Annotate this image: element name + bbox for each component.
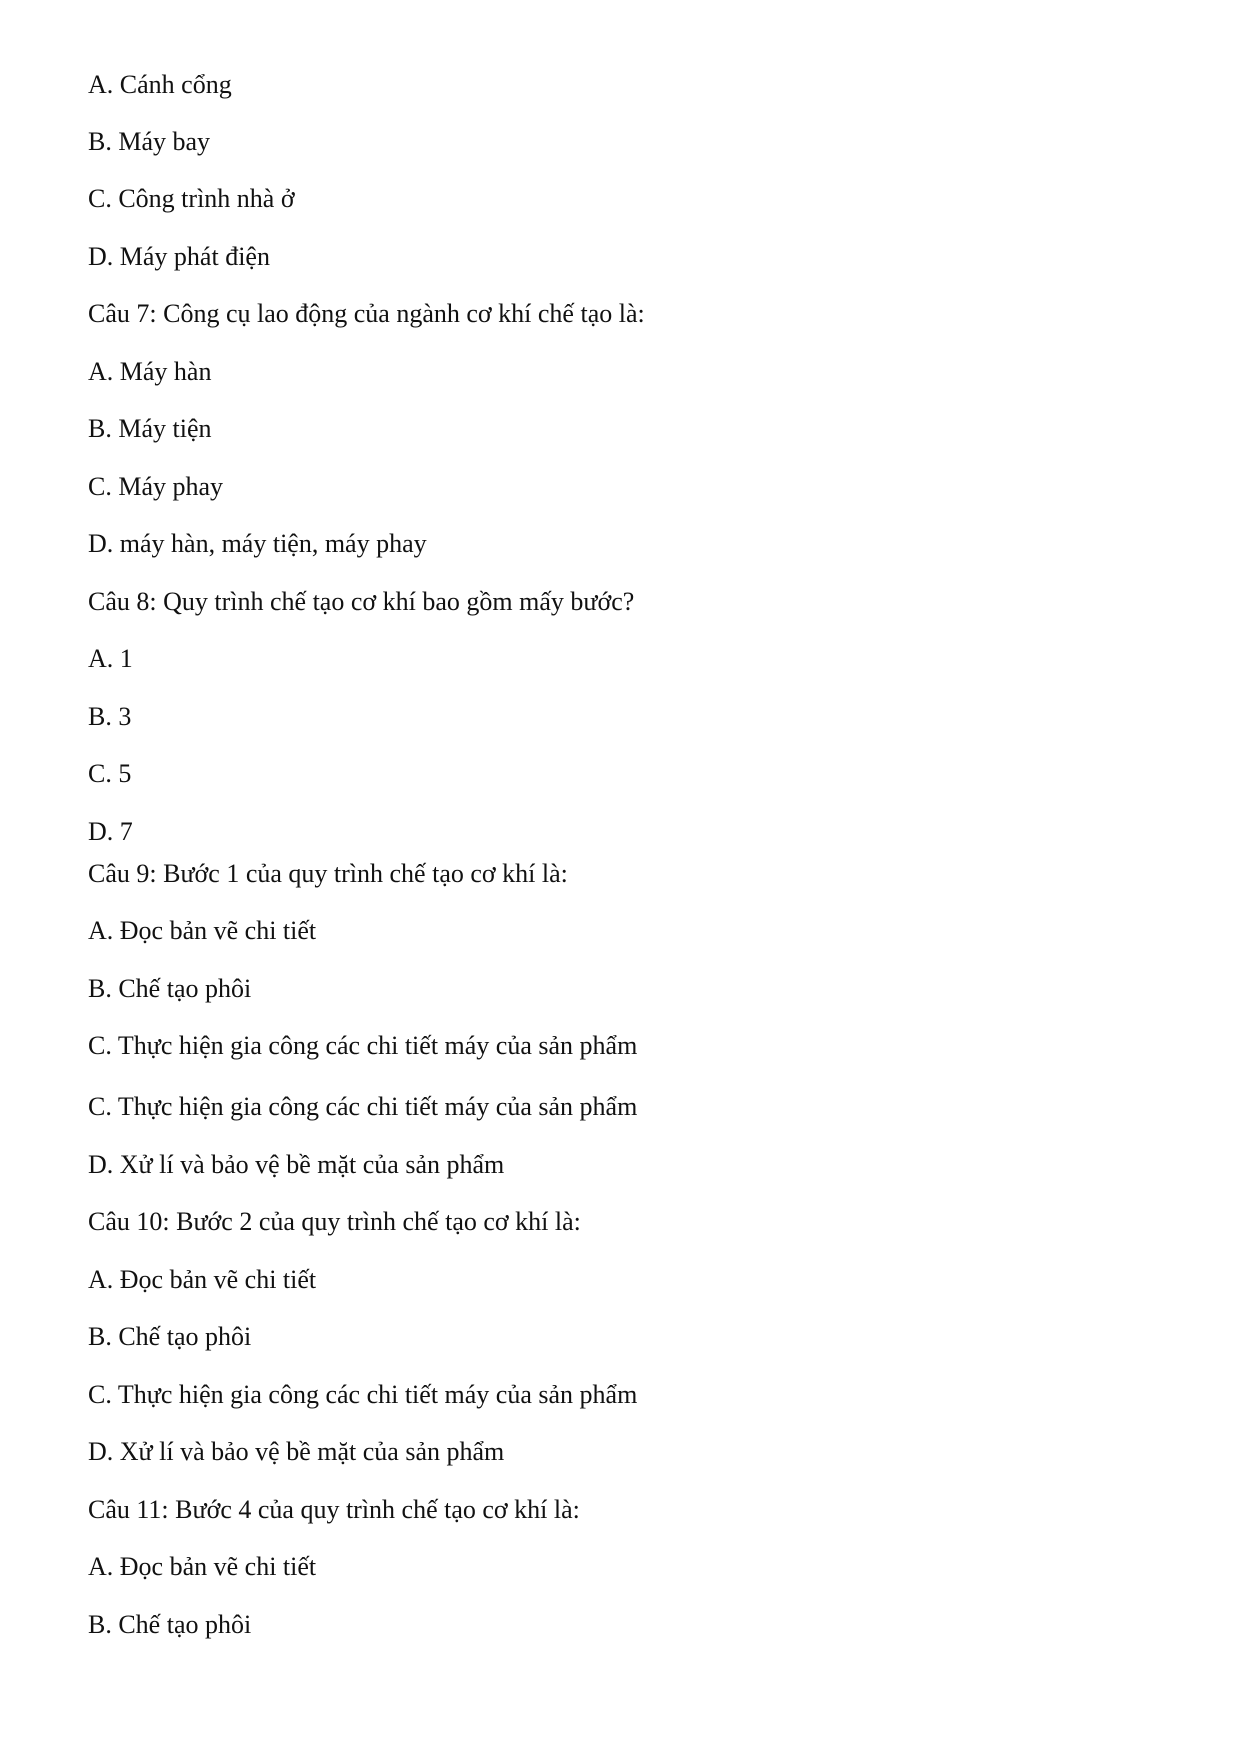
q11-option-a: A. Đọc bản vẽ chi tiết	[88, 1552, 317, 1581]
q10-question: Câu 10: Bước 2 của quy trình chế tạo cơ khí là:	[88, 1207, 581, 1236]
q9-option-c: C. Thực hiện gia công các chi tiết máy của sản phẩm	[88, 1031, 638, 1060]
q6-option-d: D. Máy phát điện	[88, 242, 270, 271]
q7-option-b: B. Máy tiện	[88, 414, 212, 443]
q8-question: Câu 8: Quy trình chế tạo cơ khí bao gồm mấy bước?	[88, 587, 635, 616]
q8-option-a: A. 1	[88, 644, 133, 673]
q8-option-b: B. 3	[88, 702, 132, 731]
q6-option-b: B. Máy bay	[88, 127, 211, 156]
q9-option-b: B. Chế tạo phôi	[88, 974, 252, 1003]
q9-question: Câu 9: Bước 1 của quy trình chế tạo cơ khí là:	[88, 859, 568, 888]
q10-option-c: C. Thực hiện gia công các chi tiết máy của sản phẩm	[88, 1380, 638, 1409]
q11-option-b: B. Chế tạo phôi	[88, 1610, 252, 1639]
q7-option-d: D. máy hàn, máy tiện, máy phay	[88, 529, 427, 558]
q7-option-a: A. Máy hàn	[88, 357, 212, 386]
q7-question: Câu 7: Công cụ lao động của ngành cơ khí chế tạo là:	[88, 299, 645, 328]
q10-option-a: A. Đọc bản vẽ chi tiết	[88, 1265, 317, 1294]
q6-option-c: C. Công trình nhà ở	[88, 184, 295, 213]
q10-option-d: D. Xử lí và bảo vệ bề mặt của sản phẩm	[88, 1437, 505, 1466]
q8-option-d: D. 7	[88, 817, 133, 846]
q9-option-a: A. Đọc bản vẽ chi tiết	[88, 916, 317, 945]
q9-option-d: D. Xử lí và bảo vệ bề mặt của sản phẩm	[88, 1150, 505, 1179]
q8-option-c: C. 5	[88, 759, 132, 788]
q7-option-c: C. Máy phay	[88, 472, 224, 501]
q11-question: Câu 11: Bước 4 của quy trình chế tạo cơ khí là:	[88, 1495, 580, 1524]
q9-option-c-duplicate: C. Thực hiện gia công các chi tiết máy của sản phẩm	[88, 1092, 638, 1121]
q10-option-b: B. Chế tạo phôi	[88, 1322, 252, 1351]
q6-option-a: A. Cánh cổng	[88, 70, 232, 99]
